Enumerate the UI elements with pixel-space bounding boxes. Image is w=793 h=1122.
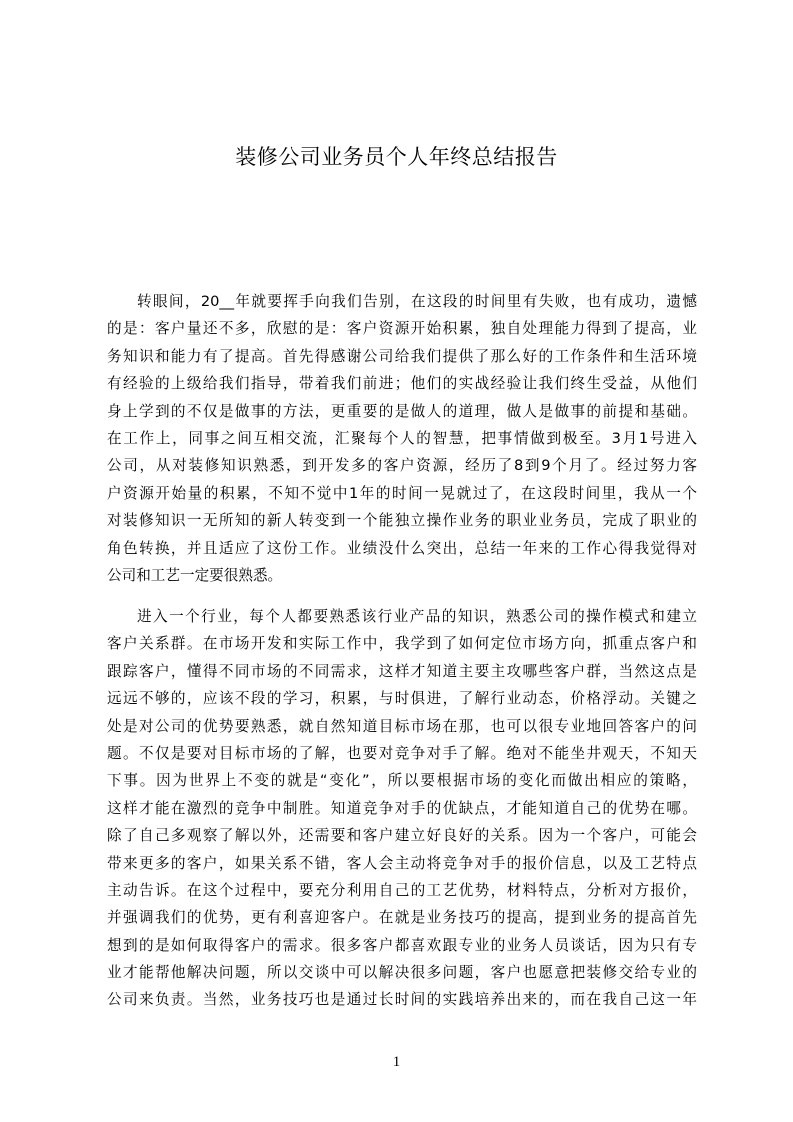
paragraph-1 bbox=[107, 288, 697, 589]
paragraph-line: 进入一个行业，每个人都要熟悉该行业产品的知识，熟悉公司的操作模式和建立 bbox=[137, 608, 697, 625]
paragraph-line: 对装修知识一无所知的新人转变到一个能独立操作业务的职业业务员，完成了职业的 bbox=[107, 512, 697, 530]
paragraph-line: 跟踪客户，懂得不同市场的不同需求，这样才知道主要主攻哪些客户群，当然这点是 bbox=[107, 662, 697, 680]
paragraph-line: 处是对公司的优势要熟悉，就自然知道目标市场在那，也可以很专业地回答客户的问 bbox=[107, 717, 697, 735]
paragraph-line: 除了自己多观察了解以外，还需要和客户建立好良好的关系。因为一个客户，可能会 bbox=[107, 827, 697, 845]
page-number: 1 bbox=[392, 1054, 401, 1070]
paragraph-line: 想到的是如何取得客户的需求。很多客户都喜欢跟专业的业务人员谈话，因为只有专 bbox=[107, 936, 697, 954]
paragraph-line: 主动告诉。在这个过程中，要充分利用自己的工艺优势，材料特点，分析对方报价， bbox=[107, 881, 697, 899]
paragraph-line: 转眼间，20__年就要挥手向我们告别，在这段的时间里有失败，也有成功，遗憾 bbox=[137, 293, 697, 310]
paragraph-line: 户资源开始量的积累，不知不觉中1年的时间一晃就过了，在这段时间里，我从一个 bbox=[107, 484, 697, 502]
paragraph-line: 角色转换，并且适应了这份工作。业绩没什么突出，总结一年来的工作心得我觉得对 bbox=[107, 539, 697, 557]
paragraph-line: 并强调我们的优势，更有利喜迎客户。在就是业务技巧的提高，提到业务的提高首先 bbox=[107, 909, 697, 927]
paragraph-line: 公司，从对装修知识熟悉，到开发多的客户资源，经历了8到9个月了。经过努力客 bbox=[107, 457, 697, 475]
paragraph-line: 下事。因为世界上不变的就是“变化”，所以要根据市场的变化而做出相应的策略， bbox=[107, 772, 697, 790]
paragraph-line: 身上学到的不仅是做事的方法，更重要的是做人的道理，做人是做事的前提和基础。 bbox=[107, 402, 697, 420]
paragraph-line: 在工作上，同事之间互相交流，汇聚每个人的智慧，把事情做到极至。3月1号进入 bbox=[107, 429, 697, 447]
paragraph-line: 公司和工艺一定要很熟悉。 bbox=[107, 566, 283, 584]
paragraph-line: 有经验的上级给我们指导，带着我们前进；他们的实战经验让我们终生受益，从他们 bbox=[107, 375, 697, 393]
paragraph-line: 这样才能在激烈的竞争中制胜。知道竞争对手的优缺点，才能知道自己的优势在哪。 bbox=[107, 799, 697, 817]
paragraph-line: 带来更多的客户，如果关系不错，客人会主动将竞争对手的报价信息，以及工艺特点 bbox=[107, 854, 697, 872]
paragraph-line: 的是：客户量还不多，欣慰的是：客户资源开始积累，独自处理能力得到了提高，业 bbox=[107, 320, 697, 338]
paragraph-line: 业才能帮他解决问题，所以交谈中可以解决很多问题，客户也愿意把装修交给专业的 bbox=[107, 964, 697, 982]
document-title: 装修公司业务员个人年终总结报告 bbox=[235, 145, 558, 169]
paragraph-line: 客户关系群。在市场开发和实际工作中，我学到了如何定位市场方向，抓重点客户和 bbox=[107, 635, 697, 653]
paragraph-line: 题。不仅是要对目标市场的了解，也要对竞争对手了解。绝对不能坐井观天，不知天 bbox=[107, 744, 697, 762]
paragraph-line: 务知识和能力有了提高。首先得感谢公司给我们提供了那么好的工作条件和生活环境 bbox=[107, 347, 697, 365]
paragraph-2 bbox=[107, 603, 697, 1014]
paragraph-line: 远远不够的，应该不段的学习，积累，与时俱进，了解行业动态，价格浮动。关键之 bbox=[107, 690, 697, 708]
paragraph-line: 公司来负责。当然，业务技巧也是通过长时间的实践培养出来的，而在我自己这一年 bbox=[107, 991, 697, 1009]
